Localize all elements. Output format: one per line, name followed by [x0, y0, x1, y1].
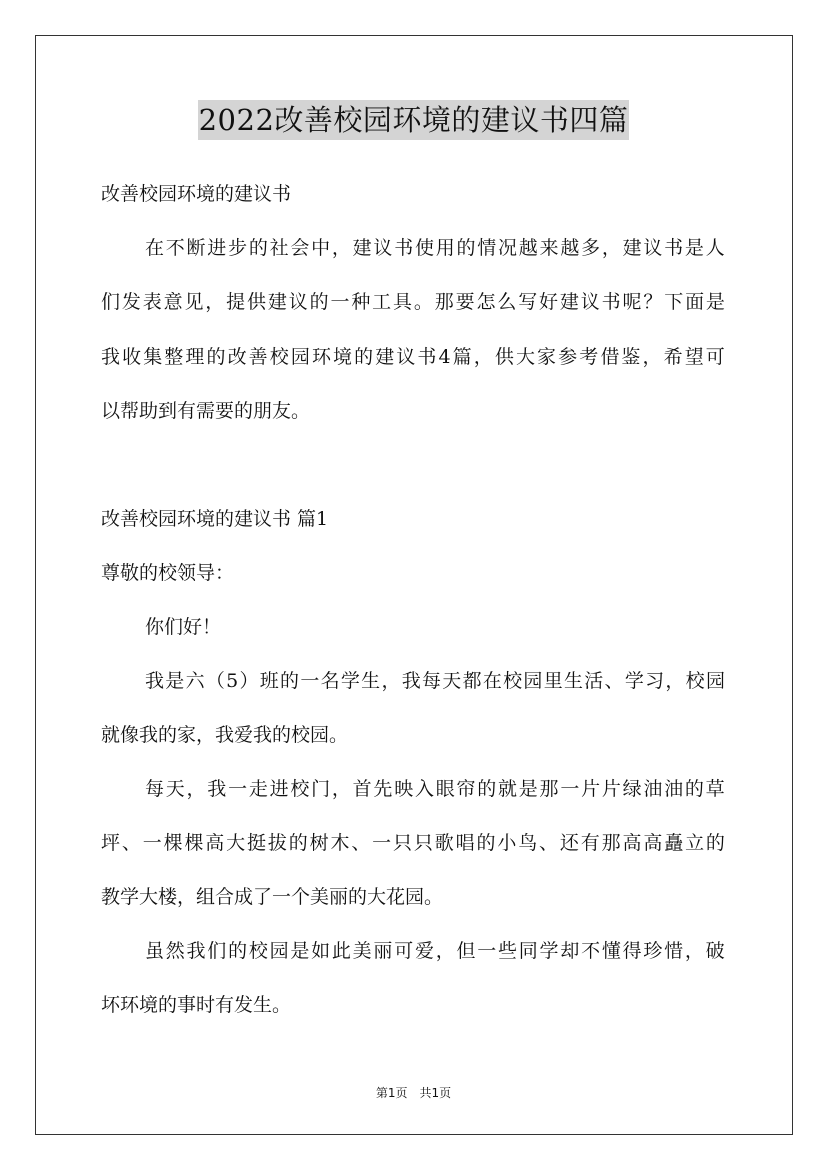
section-heading: 改善校园环境的建议书 篇1	[101, 508, 329, 530]
para3-line-1: 虽 然 我 们 的 校 园 是 如 此 美 丽 可 爱 ， 但 一 些 同 学 却 不 懂 得 珍 惜 ， 破	[145, 940, 725, 962]
intro-heading: 改善校园环境的建议书	[101, 183, 292, 205]
para2-line-3: 教学大楼，组合成了一个美丽的大花园。	[101, 886, 444, 908]
title-container	[0, 100, 827, 140]
intro-line-4: 以帮助到有需要的朋友。	[101, 400, 311, 422]
intro-line-1: 在 不 断 进 步 的 社 会 中 ， 建 议 书 使 用 的 情 况 越 来 越 多 ， 建 议 书 是 人	[145, 237, 725, 259]
page-footer: 第1页 共1页	[375, 1086, 452, 1100]
para2-line-2: 坪 、 一 棵 棵 高 大 挺 拔 的 树 木 、 一 只 只 歌 唱 的 小 鸟 、 还 有 那 高 高 矗 立 的	[101, 832, 725, 854]
para1-line-1: 我 是 六 （ 5 ） 班 的 一 名 学 生 ， 我 每 天 都 在 校 园 里 生 活 、 学 习 ， 校 园	[145, 670, 725, 692]
salutation: 尊敬的校领导：	[101, 562, 235, 584]
para1-line-2: 就像我的家，我爱我的校园。	[101, 724, 349, 746]
para3-line-2: 坏环境的事时有发生。	[101, 994, 292, 1016]
intro-line-2: 们 发 表 意 见 ， 提 供 建 议 的 一 种 工 具 。 那 要 怎 么 写 好 建 议 书 呢 ？ 下 面 是	[101, 291, 725, 313]
intro-line-3: 我 收 集 整 理 的 改 善 校 园 环 境 的 建 议 书 4 篇 ， 供 大 家 参 考 借 鉴 ， 希 望 可	[101, 346, 725, 368]
document-title: 2022改善校园环境的建议书四篇	[198, 100, 630, 140]
greeting: 你们好！	[145, 616, 222, 638]
para2-line-1: 每 天 ， 我 一 走 进 校 门 ， 首 先 映 入 眼 帘 的 就 是 那 一 片 片 绿 油 油 的 草	[145, 778, 725, 800]
